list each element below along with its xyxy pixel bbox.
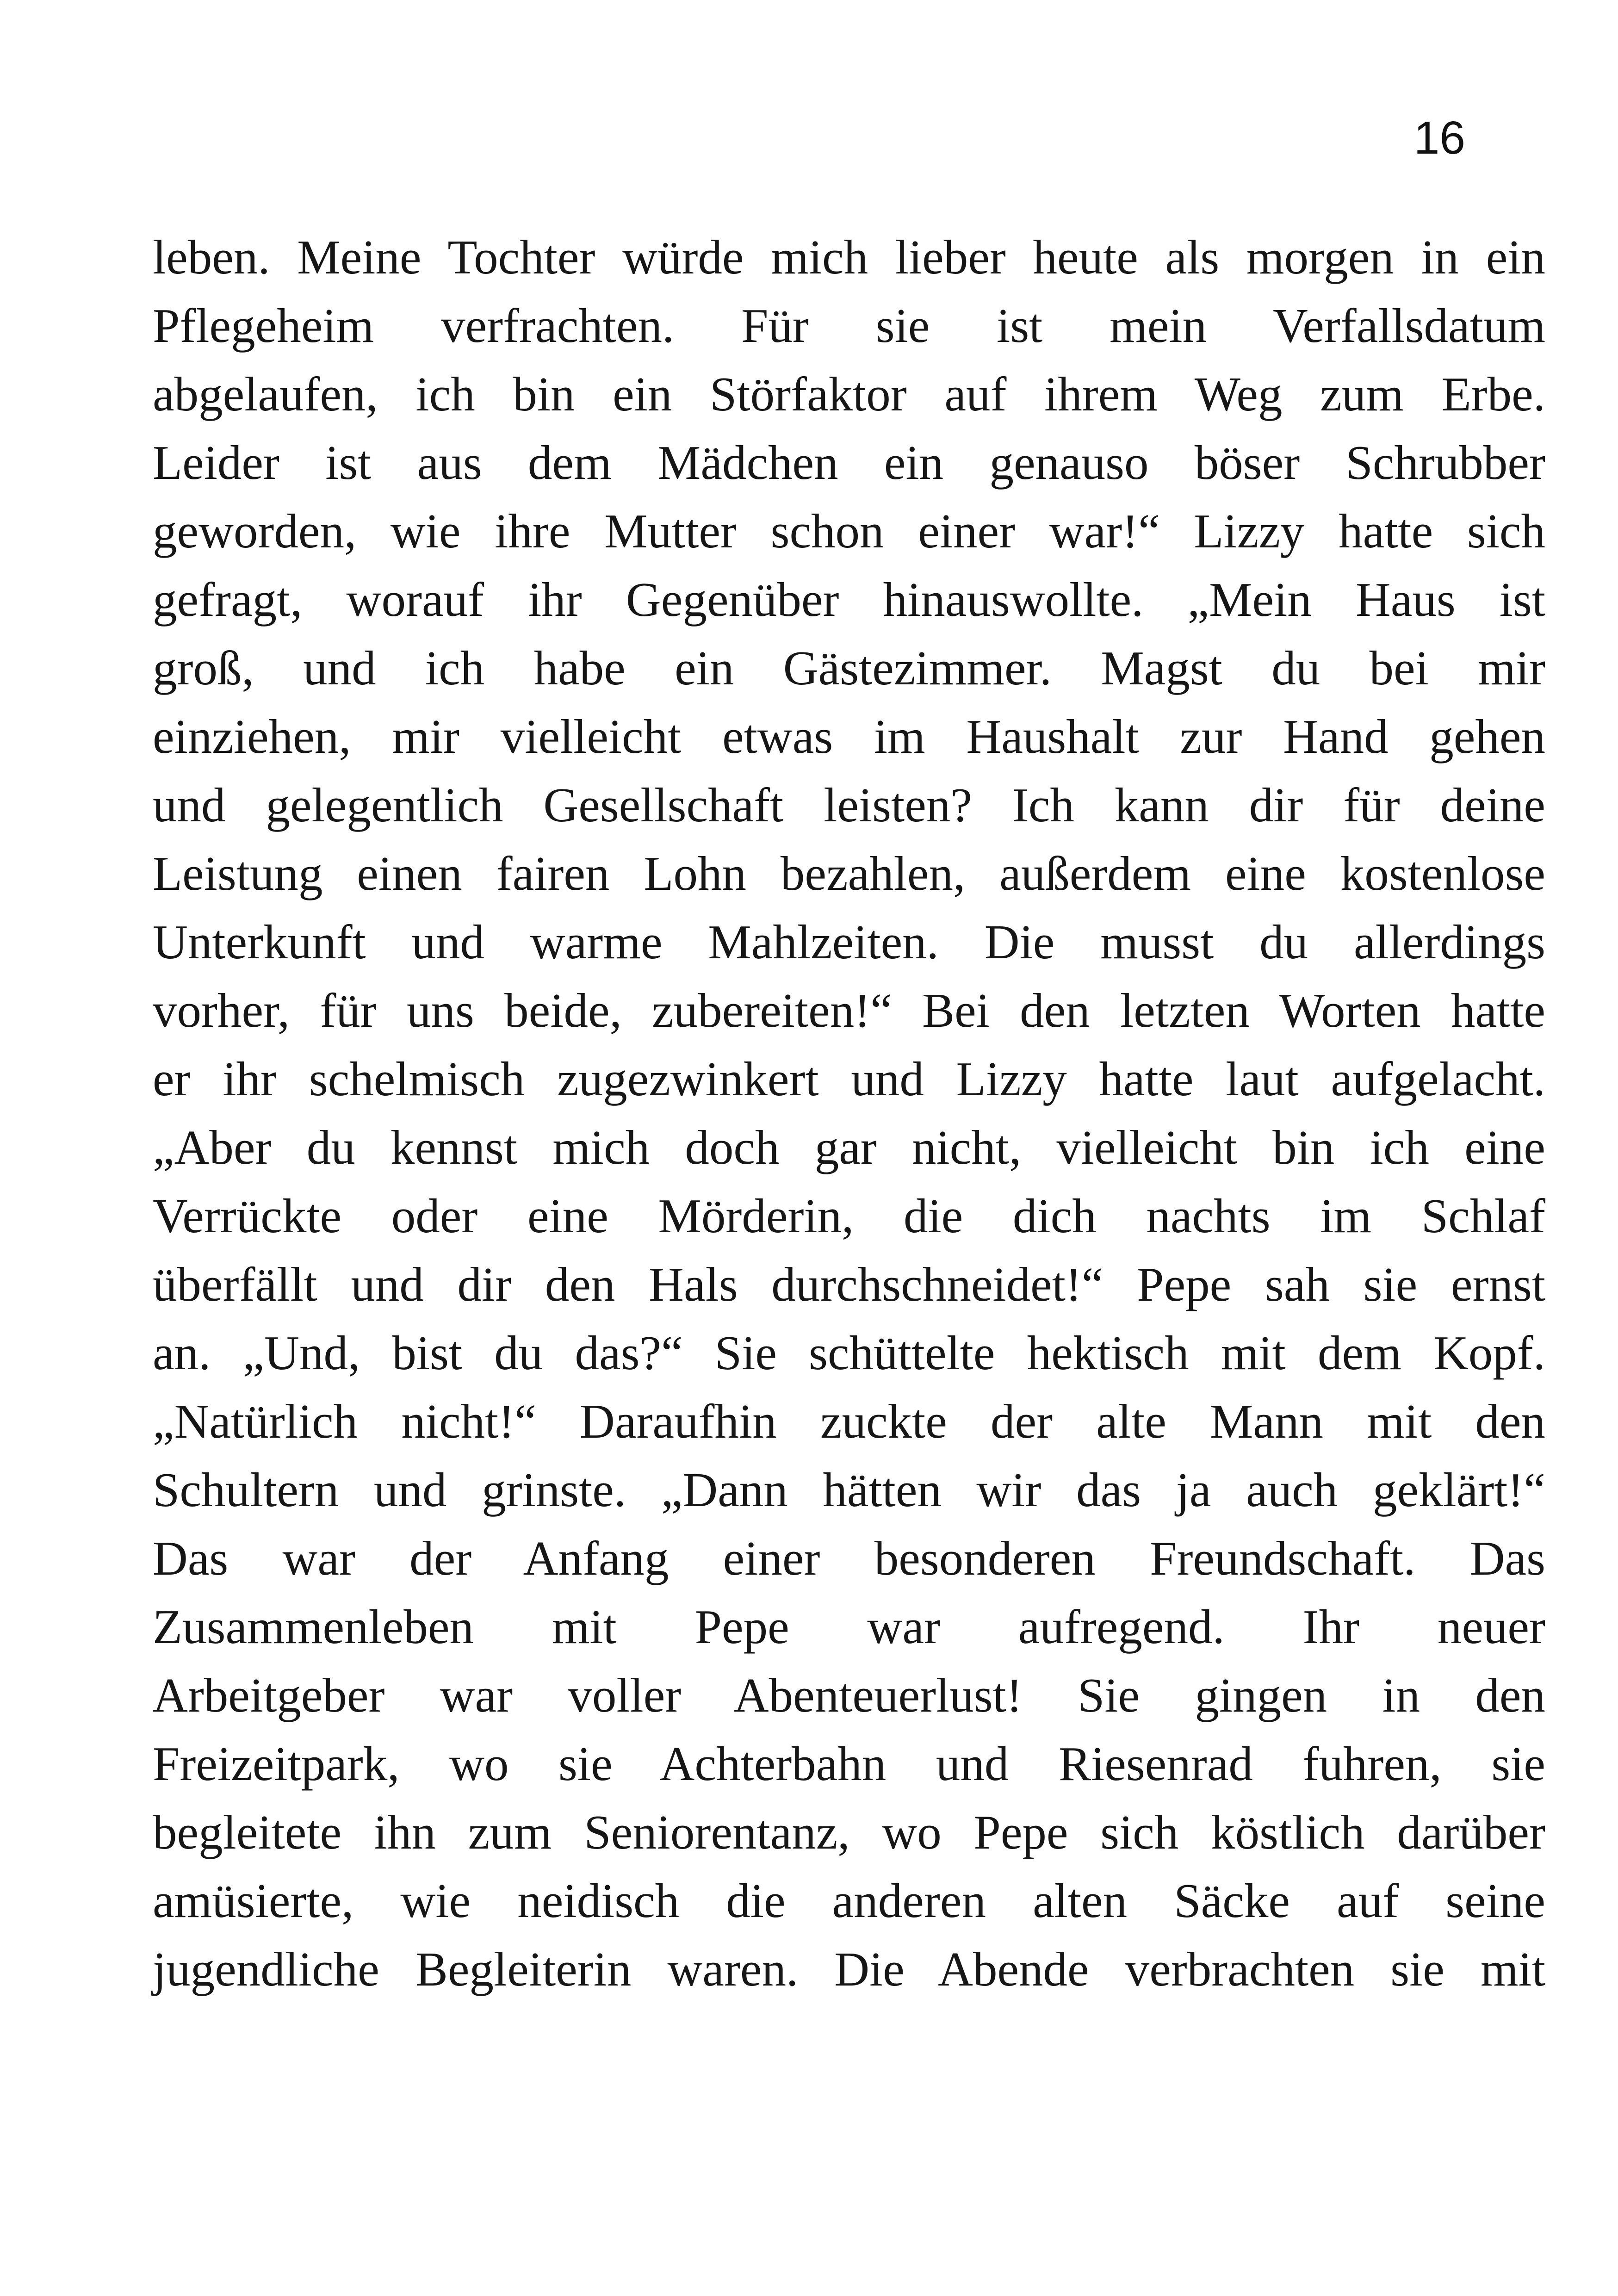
text-line: geworden, wie ihre Mutter schon einer war!“ Lizzy hatte sich [153, 504, 1545, 558]
text-line: amüsierte, wie neidisch die anderen alten Säcke auf seine [153, 1874, 1545, 1928]
text-line: Leider ist aus dem Mädchen ein genauso böser Schrubber [153, 435, 1545, 490]
text-line: Verrückte oder eine Mörderin, die dich nachts im Schlaf [153, 1189, 1545, 1243]
body-text [153, 223, 1545, 2004]
page-number: 16 [1413, 112, 1465, 164]
text-line: Leistung einen fairen Lohn bezahlen, außerdem eine kostenlose [153, 846, 1545, 900]
text-line: begleitete ihn zum Seniorentanz, wo Pepe sich köstlich darüber [153, 1805, 1545, 1859]
text-line: Freizeitpark, wo sie Achterbahn und Riesenrad fuhren, sie [153, 1737, 1545, 1791]
text-line: leben. Meine Tochter würde mich lieber heute als morgen in ein [153, 230, 1545, 284]
text-line: und gelegentlich Gesellschaft leisten? Ich kann dir für deine [153, 778, 1545, 832]
text-line: überfällt und dir den Hals durchschneidet!“ Pepe sah sie ernst [153, 1257, 1545, 1311]
text-line: groß, und ich habe ein Gästezimmer. Magst du bei mir [153, 641, 1545, 695]
text-line: Unterkunft und warme Mahlzeiten. Die musst du allerdings [153, 915, 1545, 969]
text-line: abgelaufen, ich bin ein Störfaktor auf ihrem Weg zum Erbe. [153, 367, 1545, 421]
text-line: „Natürlich nicht!“ Daraufhin zuckte der alte Mann mit den [153, 1394, 1545, 1448]
text-line: er ihr schelmisch zugezwinkert und Lizzy hatte laut aufgelacht. [153, 1052, 1545, 1106]
text-line: jugendliche Begleiterin waren. Die Abende verbrachten sie mit [153, 1942, 1545, 1996]
text-line: Zusammenleben mit Pepe war aufregend. Ihr neuer [153, 1600, 1545, 1654]
text-line: gefragt, worauf ihr Gegenüber hinauswollte. „Mein Haus ist [153, 572, 1545, 627]
text-line: Das war der Anfang einer besonderen Freundschaft. Das [153, 1531, 1545, 1585]
text-line: „Aber du kennst mich doch gar nicht, vielleicht bin ich eine [153, 1120, 1545, 1174]
text-line: einziehen, mir vielleicht etwas im Haushalt zur Hand gehen [153, 709, 1545, 763]
text-line: Schultern und grinste. „Dann hätten wir das ja auch geklärt!“ [153, 1463, 1545, 1517]
text-line: Pflegeheim verfrachten. Für sie ist mein Verfallsdatum [153, 298, 1545, 353]
text-line: Arbeitgeber war voller Abenteuerlust! Sie gingen in den [153, 1668, 1545, 1722]
text-line: an. „Und, bist du das?“ Sie schüttelte hektisch mit dem Kopf. [153, 1326, 1545, 1380]
text-line: vorher, für uns beide, zubereiten!“ Bei den letzten Worten hatte [153, 983, 1545, 1037]
